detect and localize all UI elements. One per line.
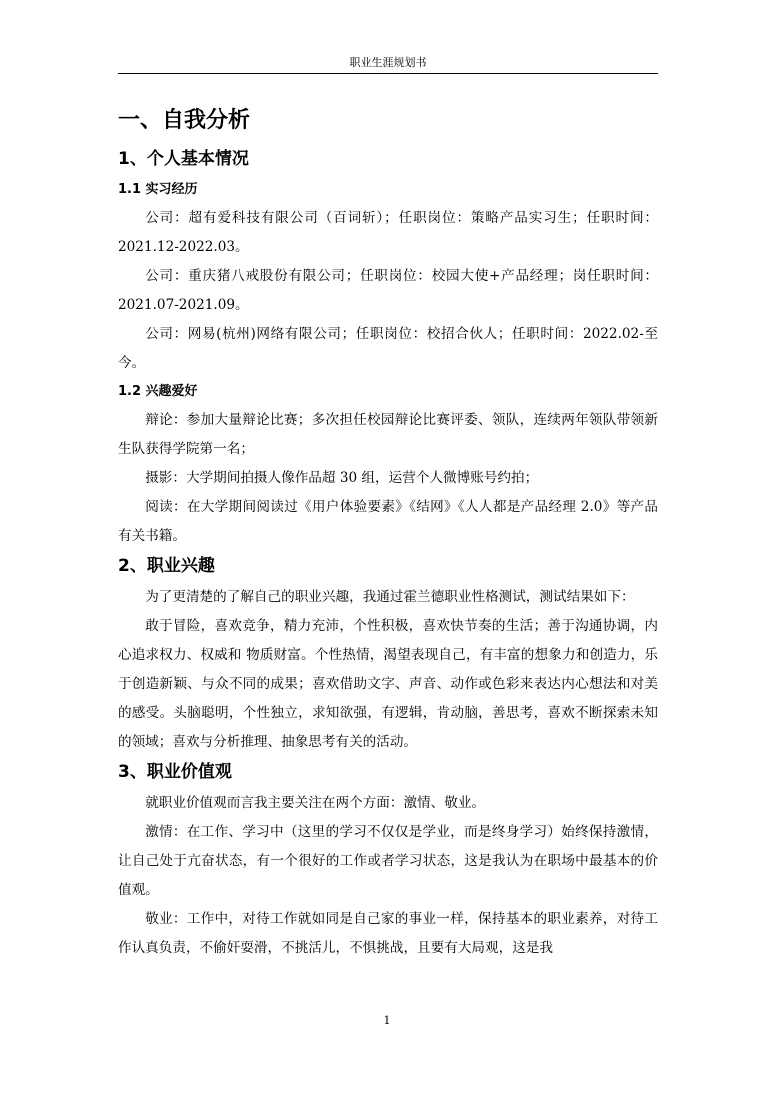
hobby-item: 阅读：在大学期间阅读过《用户体验要素》《结网》《人人都是产品经理 2.0》等产品有关书籍。	[118, 499, 658, 544]
paragraph: 就职业价值观而言我主要关注在两个方面：激情、敬业。	[145, 795, 486, 811]
paragraph: 为了更清楚的了解自己的职业兴趣，我通过霍兰德职业性格测试，测试结果如下：	[145, 589, 635, 605]
paragraph: 激情：在工作、学习中（这里的学习不仅仅是学业，而是终身学习）始终保持激情，让自己处于亢奋状态，有一个很好的工作或者学习状态，这是我认为在职场中最基本的价值观。	[118, 824, 658, 898]
document-body	[118, 104, 658, 963]
paragraph: 敢于冒险，喜欢竞争，精力充沛，个性积极，喜欢快节奏的生活；善于沟通协调，内心追求权力、权威和 物质财富。个性热情，渴望表现自己，有丰富的想象力和创造力，乐于创造新颖、与众不同的成果；喜欢借助文字、声音、动作或色彩来表达内心想法和对美的感受。头脑聪明，个性独立，求知欲强，有逻辑，肯动脑，善思考，喜欢不断探索未知的领域；喜欢与分析推理、抽象思考有关的活动。	[118, 618, 658, 750]
subsection-heading-career-interest: 2、职业兴趣	[118, 556, 215, 576]
internship-item: 公司：超有爱科技有限公司（百词斩）；任职岗位：策略产品实习生；任职时间：2021.12-2022.03。	[118, 210, 658, 255]
hobby-item: 辩论：参加大量辩论比赛；多次担任校园辩论比赛评委、领队，连续两年领队带领新生队获得学院第一名；	[118, 412, 658, 457]
page-number: 1	[383, 1014, 391, 1027]
subsection-heading-basic-info: 1、个人基本情况	[118, 149, 249, 169]
section-heading-self-analysis: 一、自我分析	[118, 108, 251, 133]
page-header: 职业生涯规划书	[349, 56, 427, 69]
paragraph: 敬业：工作中，对待工作就如同是自己家的事业一样，保持基本的职业素养，对待工作认真负责，不偷奸耍滑，不挑活儿，不惧挑战，且要有大局观，这是我	[118, 911, 658, 956]
subsection-heading-career-values: 3、职业价值观	[118, 762, 232, 782]
internship-item: 公司：网易(杭州)网络有限公司；任职岗位：校招合伙人；任职时间：2022.02-至今。	[118, 326, 658, 371]
heading-hobbies: 1.2 兴趣爱好	[118, 384, 198, 399]
heading-internship: 1.1 实习经历	[118, 182, 198, 197]
internship-item: 公司：重庆猪八戒股份有限公司；任职岗位：校园大使+产品经理；岗任职时间：2021.07-2021.09。	[118, 268, 658, 313]
hobby-item: 摄影：大学期间拍摄人像作品超 30 组，运营个人微博账号约拍；	[145, 470, 539, 486]
header-divider	[118, 73, 658, 74]
